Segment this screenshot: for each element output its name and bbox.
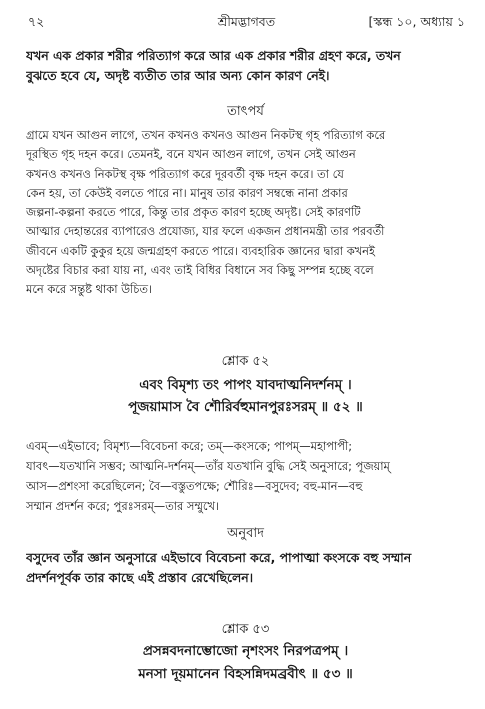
page-number: ৭২	[28, 14, 45, 29]
verse-line: পূজয়ামাস বৈ শৌরির্বহুমানপুরঃসরম্ ॥ ৫২ ॥	[128, 399, 363, 415]
purport-line: গ্রামে যখন আগুন লাগে, তখন কখনও কখনও আগুন নিকটস্থ গৃহ পরিত্যাগ করে	[26, 128, 386, 142]
purport-line: কেন হয়, তা কেউই বলতে পারে না। মানুষ তার কারণ সম্বন্ধে নানা প্রকার	[26, 185, 348, 200]
purport-line: অদৃষ্টের বিচার করা যায় না, এবং তাই বিধির বিধানে সব কিছু সম্পন্ন হচ্ছে বলে	[26, 263, 374, 278]
intro-line: যখন এক প্রকার শরীর পরিত্যাগ করে আর এক প্রকার শরীর গ্রহণ করে, তখন	[26, 48, 401, 63]
intro-line: বুঝতে হবে যে, অদৃষ্ট ব্যতীত তার আর অন্য কোন কারণ নেই।	[26, 68, 330, 83]
intro-translation	[26, 46, 465, 86]
synonym-line: আস—প্রশংসা করেছিলেন; বৈ—বস্তুতপক্ষে; শৌরিঃ—বসুদেব; বহু-মান—বহু	[26, 479, 363, 493]
purport-line: দূরস্থিত গৃহ দহন করে। তেমনই, বনে যখন আগুন লাগে, তখন সেই আগুন	[26, 147, 356, 162]
translation-line: বসুদেব তাঁর জ্ঞান অনুসারে এইভাবে বিবেচনা করে, পাপাত্মা কংসকে বহু সম্মান	[26, 550, 412, 565]
verse-53-text	[26, 640, 465, 686]
verse-52-heading: শ্লোক ৫২	[221, 354, 270, 369]
verse-52-text	[26, 374, 465, 418]
purport-line: জল্পনা-কল্পনা করতে পারে, কিন্তু তার প্রকৃত কারণ হচ্ছে অদৃষ্ট। সেই কারণটি	[26, 205, 361, 220]
purport-body	[26, 126, 465, 300]
synonym-line: সম্মান প্রদর্শন করে; পুরঃসরম্—তার সম্মুখে।	[26, 499, 220, 513]
purport-line: আত্মার দেহান্তরের ব্যাপারেও প্রযোজ্য, যার ফলে একজন প্রধানমন্ত্রী তার পরবর্তী	[26, 224, 385, 239]
purport-line: জীবনে একটি কুকুর হয়ে জন্মগ্রহণ করতে পারে। ব্যবহারিক জ্ঞানের দ্বারা কখনই	[26, 243, 375, 258]
verse-line: প্রসন্নবদনাম্ভোজো নৃশংসং নিরপত্রপম্ ।	[142, 643, 349, 659]
purport-line: মনে করে সন্তুষ্ট থাকা উচিত।	[26, 282, 153, 297]
translation-line: প্রদর্শনপূর্বক তার কাছে এই প্রস্তাব রেখেছিলেন।	[26, 570, 254, 585]
purport-line: কখনও কখনও নিকটস্থ বৃক্ষ পরিত্যাগ করে দূরবর্তী বৃক্ষ দহন করে। তা যে	[26, 166, 344, 181]
translation-heading: অনুবাদ	[227, 526, 264, 541]
verse-line: এবং বিমৃশ্য তং পাপং যাবদাত্মনিদর্শনম্ ।	[139, 377, 352, 393]
verse-line: মনসা দূয়মানেন বিহসন্নিদমব্রবীৎ ॥ ৫৩ ॥	[138, 666, 353, 682]
synonym-line: যাবৎ—যতখানি সম্ভব; আত্মনি-দর্শনম্—তাঁর যতখানি বুদ্ধি সেই অনুসারে; পূজয়াম্	[26, 459, 390, 473]
verse-53-heading: শ্লোক ৫৩	[221, 622, 270, 637]
translation-52	[26, 548, 465, 588]
chapter-reference: [স্কন্ধ ১০, অধ্যায় ১	[368, 14, 465, 29]
book-title: শ্রীমদ্ভাগবত	[217, 14, 276, 29]
page-header	[28, 14, 465, 34]
synonyms-52	[26, 436, 465, 516]
synonym-line: এবম্—এইভাবে; বিমৃশ্য—বিবেচনা করে; তম্—কংসকে; পাপম্—মহাপাপী;	[26, 439, 353, 453]
purport-heading: তাৎপর্য	[227, 104, 264, 119]
